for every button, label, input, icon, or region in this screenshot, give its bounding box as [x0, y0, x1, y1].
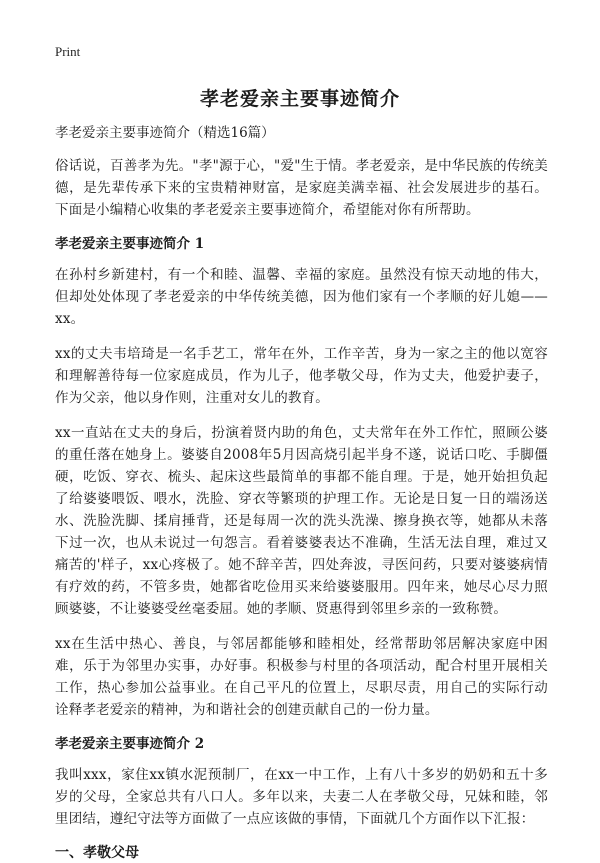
section1-paragraph: xx在生活中热心、善良，与邻居都能够和睦相处，经常帮助邻居解决家庭中困难，乐于为邻里办实事，办好事。积极参与村里的各项活动，配合村里开展相关工作，热心参加公益事业。在自己平凡的位置上，尽职尽责，用自己的实际行动诠释孝老爱亲的精神，为和谐社会的创建贡献自己的一份力量。: [55, 636, 548, 718]
article-subtitle: 孝老爱亲主要事迹简介（精选16篇）: [55, 125, 275, 141]
section2-paragraph: 我叫xxx，家住xx镇水泥预制厂，在xx一中工作，上有八十多岁的奶奶和五十多岁的父母，全家总共有八口人。多年以来，夫妻二人在孝敬父母，兄妹和睦，邻里团结，遵纪守法等方面做了一点应该做的事情，下面就几个方面作以下汇报：: [55, 767, 548, 827]
subsection-heading: 一、孝敬父母: [55, 845, 139, 861]
section-heading-2: 孝老爱亲主要事迹简介 2: [55, 736, 205, 752]
print-link[interactable]: Print: [55, 44, 81, 59]
article-body: [55, 123, 548, 863]
page-title: 孝老爱亲主要事迹简介: [199, 88, 400, 110]
section-heading-1: 孝老爱亲主要事迹简介 1: [55, 236, 205, 252]
section1-paragraph: xx的丈夫韦培琦是一名手艺工，常年在外，工作辛苦，身为一家之主的他以宽容和理解善待每一位家庭成员，作为儿子，他孝敬父母，作为丈夫，他爱护妻子，作为父亲，他以身作则，注重对女儿的教育。: [55, 346, 548, 406]
section1-paragraph: xx一直站在丈夫的身后，扮演着贤内助的角色，丈夫常年在外工作忙，照顾公婆的重任落在她身上。婆婆自2008年5月因高烧引起半身不遂，说话口吃、手脚僵硬，吃饭、穿衣、梳头、起床这些最简单的事都不能自理。于是，她开始担负起了给婆婆喂饭、喂水，洗脸、穿衣等繁琐的护理工作。无论是日复一日的端汤送水、洗脸洗脚、揉肩捶背，还是每周一次的洗头洗澡、擦身换衣等，她都从未落下过一次，也从未说过一句怨言。看着婆婆表达不准确，生活无法自理，难过又痛苦的'样子，xx心疼极了。她不辞辛苦，四处奔波，寻医问药，只要对婆婆病情有疗效的药，不管多贵，她都省吃俭用买来给婆婆服用。四年来，她尽心尽力照顾婆婆，不让婆婆受丝毫委屈。她的孝顺、贤惠得到邻里乡亲的一致称赞。: [55, 425, 548, 617]
section1-paragraph: 在孙村乡新建村，有一个和睦、温馨、幸福的家庭。虽然没有惊天动地的伟大，但却处处体现了孝老爱亲的中华传统美德，因为他们家有一个孝顺的好儿媳——xx。: [55, 267, 548, 327]
intro-paragraph: 俗话说，百善孝为先。"孝"源于心，"爱"生于情。孝老爱亲，是中华民族的传统美德，是先辈传承下来的宝贵精神财富，是家庭美满幸福、社会发展进步的基石。下面是小编精心收集的孝老爱亲主要事迹简介，希望能对你有所帮助。: [55, 158, 548, 218]
